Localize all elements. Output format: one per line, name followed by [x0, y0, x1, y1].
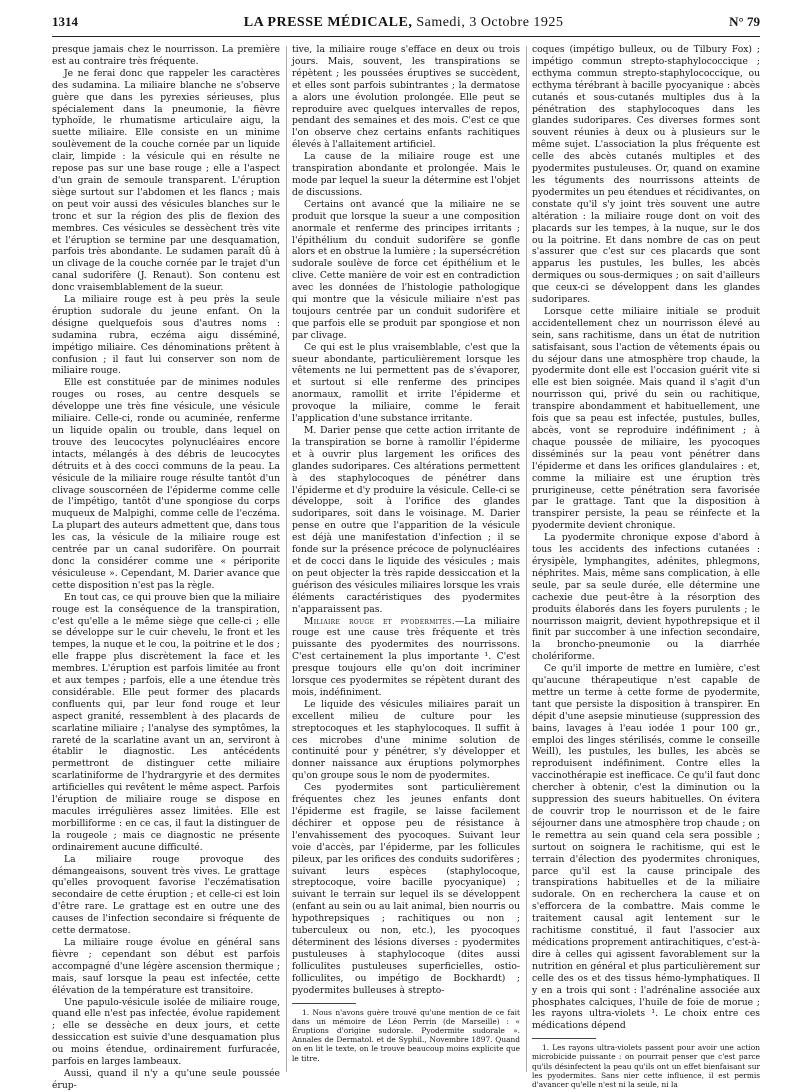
paragraph: En tout cas, ce qui prouve bien que la miliaire rouge est la conséquence de la transpiration, c'est qu'elle a le même siège que celle-ci ; elle se développe sur le cuir chevelu, le front et les tempes, la nuque et le cou, la poitrine et le dos ; elle frappe plus discrètement la face et les membres. L'éruption est parfois limitée au front et aux tempes ; parfois, elle a une étendue très considérable. Elle peut former des placards confluents qui, par leur fond rouge et leur aspect granité, ressemblent à des placards de scarlatine miliaire ; l'analyse des symptômes, la rareté de la scarlatine avant un an, serviront à établir le diagnostic. Les antécédents permettront de distinguer cette miliaire scarlatiniforme de l'hydrargyrie et des dermites artificielles qui revêtent le même aspect. Parfois l'éruption de miliaire rouge se dispose en macules irrégulières assez limitées. Elle est morbilliforme : en ce cas, il faut la distinguer de la rougeole ; mais ce diagnostic ne présente ordinairement aucune difficulté. [52, 591, 280, 853]
paragraph: Certains ont avancé que la miliaire ne se produit que lorsque la sueur a une composition anormale et renferme des principes irritants ; l'épithélium du conduit sudorifère se gonfle alors et en obstrue la lumière ; la supersécrétion sudorale soulève de force cet épithélium et le clive. Cette manière de voir est en contradiction avec les données de l'histologie pathologique qui montre que la vésicule miliaire n'est pas toujours centrée par un conduit sudorifère et que parfois elle se produit par spongiose et non par clivage. [292, 198, 520, 341]
paragraph: La miliaire rouge provoque des démangeaisons, souvent très vives. Le grattage qu'elles provoquent favorise l'eczématisation secondaire de cette éruption ; et celle-ci est loin d'être rare. Le grattage est en outre une des causes de l'infection secondaire si fréquente de cette dermatose. [52, 853, 280, 937]
paragraph: Ce qu'il importe de mettre en lumière, c'est qu'aucune thérapeutique n'est capable de mettre un terme à cette forme de pyodermite, tant que persiste la disposition à transpirer. En dépit d'une asepsie minutieuse (suppression des bains, lavages à l'eau iodée 1 pour 100 gr., emploi des linges stérilisés, comme le conseille Weill), les pustules, les bulles, les abcès se reproduisent indéfiniment. Contre elles la vaccinothérapie est inefficace. Ce qu'il faut donc chercher à obtenir, c'est la diminution ou la suppression des sueurs habituelles. On évitera de couvrir trop le nourrisson et de le faire séjourner dans une atmosphère trop chaude ; on le remettra au sein quand cela sera possible ; surtout on soignera le rachitisme, qui est le terrain d'élection des pyodermites chroniques, parce qu'il est la cause principale des transpirations habituelles et de la miliaire sudorale. On en recherchera la cause et on s'efforcera de la combattre. Mais comme le traitement causal agit lentement sur le rachitisme constitué, il faut l'associer aux médications proprement antirachitiques, c'est-à-dire à celles qui agissent favorablement sur la nutrition en général et plus particulièrement sur celle des os et des tissus hémo-lymphatiques. Il y en a trois qui sont : l'adrénaline associée aux phosphates calciques, l'huile de foie de morue ; les rayons ultra-violets ¹. Le choix entre ces médications dépend [532, 663, 760, 1032]
paragraph: La miliaire rouge évolue en général sans fièvre ; cependant son début est parfois accompagné d'une légère ascension thermique ; mais, sauf lorsque la peau est infectée, cette élévation de la température est transitoire. [52, 936, 280, 996]
issue-date: Samedi, 3 Octobre 1925 [412, 15, 564, 30]
footnote: 1. Nous n'avons guère trouvé qu'une mention de ce fait dans un mémoire de Léon Perrin (de Marseille) : « Éruptions d'origine sudorale. Pyodermite sudorale ». Annales de Dermatol. et de Syphil., Novembre 1897. Quand on en lit le texte, on le trouve beaucoup moins explicite que le titre. [292, 1007, 520, 1063]
paragraph: La miliaire rouge est à peu près la seule éruption sudorale du jeune enfant. On la désigne quelquefois sous d'autres noms : sudamina rubra, eczéma aigu disséminé, impétigo miliaire. Ces dénominations prêtent à confusion ; il faut lui conserver son nom de miliaire rouge. [52, 294, 280, 377]
journal-title-line [244, 15, 564, 31]
issue-number: N° 79 [729, 14, 760, 29]
section-heading: Miliaire rouge et pyodermites. [304, 615, 455, 627]
column-2 [292, 44, 520, 1076]
paragraph: coques (impétigo bulleux, ou de Tilbury Fox) ; impétigo commun strepto-staphylococcique ; ecthyma commun strepto-staphylococcique, ou ecthyma térébrant à bacille pyocyanique : abcès cutanés et sous-cutanés multiples dus à la pénétration des staphylocoques dans les glandes sudoripares. Ces diverses formes sont souvent réunies à deux ou à plusieurs sur le même sujet. L'association la plus fréquente est celle des abcès cutanés multiples et des pyodermites pustuleuses. Or, quand on examine les téguments des nourrissons atteints de pyodermites un peu étendues et récidivantes, on constate qu'il s'y joint très souvent une autre altération : la miliaire rouge dont on voit des placards sur les tempes, à la nuque, sur le dos ou la poitrine. Et dans nombre de cas on peut s'assurer que c'est sur ces placards que sont apparus les pustules, les bulles, les abcès dermiques ou sous-dermiques ; on sait d'ailleurs que ceux-ci se développent dans les glandes sudoripares. [532, 44, 760, 306]
section-paragraph [292, 616, 520, 699]
section-text: —La miliaire rouge est une cause très fréquente et très puissante des pyodermites des nourrissons. C'est certainement la plus importante ¹. C'est presque toujours elle qu'on doit incriminer lorsque ces pyodermites se répètent durant des mois, indéfiniment. [292, 615, 520, 698]
footnote-rule [532, 1038, 596, 1039]
footnote-rule [292, 1003, 356, 1004]
paragraph: presque jamais chez le nourrisson. La première est au contraire très fréquente. [52, 44, 280, 67]
running-header [52, 14, 760, 37]
paragraph: Je ne ferai donc que rappeler les caractères des sudamina. La miliaire blanche ne s'observe guère que dans les pyrexies sérieuses, plus spécialement dans la pneumonie, la fièvre typhoïde, le rhumatisme articulaire aigu, la suette miliaire. Elle consiste en un minime soulèvement de la couche cornée par un liquide clair, limpide : la vésicule qui en résulte ne repose pas sur une base rouge ; elle a l'aspect d'un grain de semoule transparent. L'éruption siège surtout sur l'abdomen et les flancs ; mais on peut voir aussi des vésicules blanches sur le tronc et sur la région des plis de flexion des membres. Ces vésicules se dessèchent très vite et l'éruption se termine par une desquamation, parfois très abondante. Le sudamen paraît dû à un clivage de la couche cornée par le trajet d'un canal sudorifère (J. Renaut). Son contenu est donc vraisemblablement de la sueur. [52, 67, 280, 294]
column-rule [286, 46, 287, 1072]
footnote: 1. Les rayons ultra-violets passent pour avoir une action microbicide puissante : on pourrait penser que c'est parce qu'ils désinfectent la peau qu'ils ont un effet bienfaisant sur les pyodermites. Sans nier cette influence, il est permis d'avancer qu'elle n'est ni la seule, ni la [532, 1043, 760, 1090]
paragraph: Aussi, quand il n'y a qu'une seule poussée érup- [52, 1067, 280, 1091]
paragraph: Ce qui est le plus vraisemblable, c'est que la sueur abondante, particulièrement lorsque les vêtements ne lui permettent pas de s'évaporer, et surtout si elle renferme des principes anormaux, ramollit et irrite l'épiderme et provoque la miliaire, comme le ferait l'application d'une substance irritante. [292, 341, 520, 425]
paragraph: Une papulo-vésicule isolée de miliaire rouge, quand elle n'est pas infectée, évolue rapidement ; elle se dessèche en deux jours, et cette dessiccation est suivie d'une desquamation plus ou moins étendue, ordinairement furfuracée, parfois en larges lambeaux. [52, 996, 280, 1068]
paragraph: tive, la miliaire rouge s'efface en deux ou trois jours. Mais, souvent, les transpirations se répètent ; les poussées éruptives se succèdent, et elles sont parfois subintrantes ; la dermatose a alors une évolution prolongée. Elle peut se reproduire avec quelques intervalles de repos, pendant des semaines et des mois. C'est ce que l'on observe chez certains enfants rachitiques élevés à l'allaitement artificiel. [292, 44, 520, 151]
paragraph: M. Darier pense que cette action irritante de la transpiration se borne à ramollir l'épiderme et à ouvrir plus largement les orifices des glandes sudoripares. Ces altérations permettent à des staphylocoques de pénétrer dans l'épiderme et d'y produire la vésicule. Celle-ci se développe, soit à l'orifice des glandes sudoripares, soit dans le voisinage. M. Darier pense en outre que l'apparition de la vésicule est déjà une manifestation d'infection ; il se fonde sur la présence précoce de polynucléaires et de cocci dans le liquide des vésicules ; mais on peut objecter la très rapide dessiccation et la guérison des vésicules miliaires lorsque les vrais éléments caractéristiques des pyodermites n'apparaissent pas. [292, 425, 520, 615]
column-1 [52, 44, 280, 1091]
paragraph: Elle est constituée par de minimes nodules rouges ou roses, au centre desquels se développe une très fine vésicule, une vésicule miliaire. Celle-ci, ronde ou acuminée, renferme un liquide opalin ou trouble, dans lequel on trouve des leucocytes polynucléaires encore intacts, mélangés à des débris de leucocytes détruits et à des cocci communs de la peau. La vésicule de la miliaire rouge résulte tantôt d'un clivage souscornéen de l'épiderme comme celle de l'impétigo, tantôt d'une spongiose du corps muqueux de Malpighi, comme celle de l'eczéma. La plupart des auteurs admettent que, dans tous les cas, la vésicule de la miliaire rouge est centrée par un canal sudorifère. On pourrait donc la considérer comme une « périporite vésiculeuse ». Cependant, M. Darier avance que cette disposition n'est pas la règle. [52, 377, 280, 591]
text-columns [52, 44, 760, 1091]
paragraph: La pyodermite chronique expose d'abord à tous les accidents des infections cutanées : érysipèle, lymphangites, adénites, phlegmons, néphrites. Mais, même sans complication, à elle seule, par sa seule durée, elle détermine une cachexie due peut-être à la résorption des produits élaborés dans les foyers purulents ; le nourrisson maigrit, devient hypothrepsique et il finit par succomber à une infection secondaire, la broncho-pneumonie ou la diarrhée cholériforme. [532, 532, 760, 663]
column-3 [532, 44, 760, 1090]
page-number: 1314 [52, 14, 78, 29]
paragraph: La cause de la miliaire rouge est une transpiration abondante et prolongée. Mais le mode par lequel la sueur la détermine est l'objet de discussions. [292, 151, 520, 198]
paragraph: Lorsque cette miliaire initiale se produit accidentellement chez un nourrisson élevé au sein, sans rachitisme, dans un état de nutrition satisfaisant, sous l'action de vêtements épais ou du séjour dans une atmosphère trop chaude, la pyodermite dont elle est l'occasion guérit vite si elle est bien soignée. Mais quand il s'agit d'un nourrisson qui, privé du sein ou rachitique, transpire abondamment et habituellement, une fois que sa peau est infectée, pustules, bulles, abcès, vont se reproduire indéfiniment ; à chaque poussée de miliaire, les pyocoques disséminés sur la peau vont pénétrer dans l'épiderme et dans les orifices glandulaires : et, comme la miliaire est une éruption très prurigineuse, cette pénétration sera favorisée par le grattage. Tant que la disposition à transpirer persiste, la peau se réinfecte et la pyodermite devient chronique. [532, 305, 760, 532]
journal-name: LA PRESSE MÉDICALE, [243, 15, 413, 30]
paragraph: Le liquide des vésicules miliaires parait un excellent milieu de culture pour les streptocoques et les staphylocoques. Il suffit à ces microbes d'une minime solution de continuité pour y pénétrer, s'y développer et donner naissance aux éruptions polymorphes qu'on groupe sous le nom de pyodermites. [292, 698, 520, 782]
column-rule [526, 46, 527, 1072]
paragraph: Ces pyodermites sont particulièrement fréquentes chez les jeunes enfants dont l'épiderme est fragile, se laisse facilement déchirer et oppose peu de résistance à l'envahissement des pyocoques. Suivant leur voie d'accès, par l'épiderme, par les follicules pileux, par les orifices des conduits sudorifères ; suivant leurs espèces (staphylocoque, streptocoque, voire bacille pyocyanique) ; suivant le terrain sur lequel ils se développent (enfant au sein ou au lait animal, bien nourris ou hypothrepsiques ; rachitiques ou non ; tuberculeux ou non, etc.), les pyocoques déterminent des lésions diverses : pyodermites pustuleuses à staphylocoque (dites aussi folliculites pustuleuses superficielles, ostio-folliculites, ou impétigo de Bockhardt) ; pyodermites bulleuses à strepto- [292, 782, 520, 996]
